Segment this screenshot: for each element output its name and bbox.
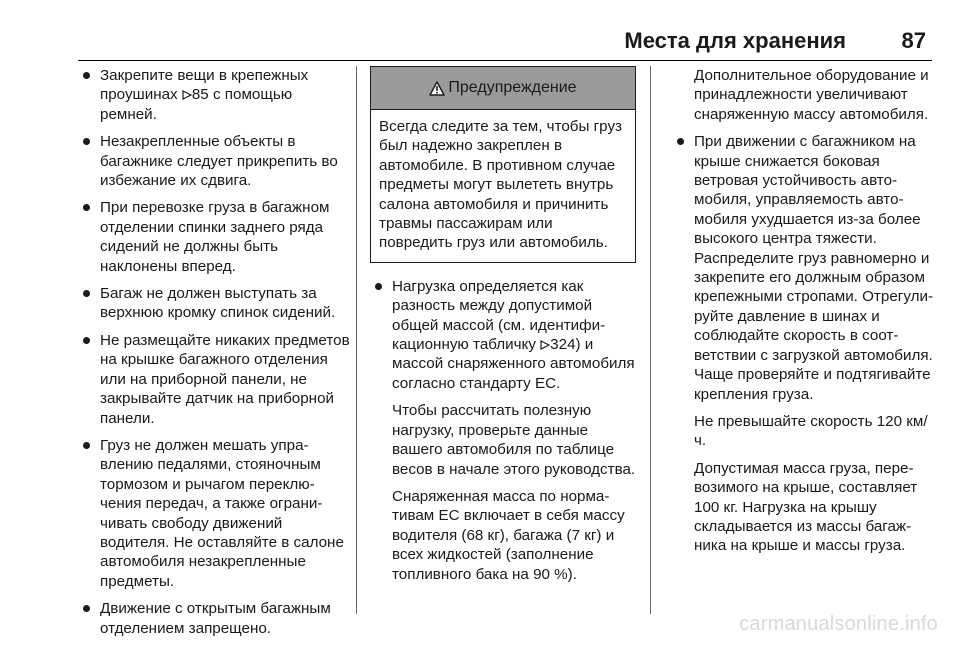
warning-text: Всегда следите за тем, чтобы груз был надежно закреплен в автомобиле. В противном случае предметы могут вылететь внутрь салона автомобиля и причинить травмы пассажирам или повредить груз или автомобиль. [379, 118, 623, 252]
watermark: carmanualsonline.info [739, 613, 938, 635]
list-item: Нагрузка определяется как разность между допустимой общей массой (см. идентификационную табличку 324) и массой снаряженного автомобиля согласно стандарту ЕС. [370, 277, 636, 393]
page-reference[interactable]: 85 [191, 86, 209, 104]
page-number: 87 [901, 28, 926, 53]
paragraph: Не превышайте скорость 120 км/ч. [694, 412, 928, 450]
middle-column [370, 66, 636, 592]
list-item: Не размещайте никаких предметов на крышке багажного отделения или на приборной панели, не закрывайте датчик на приборной панели. [78, 331, 350, 428]
list-item: Груз не должен мешать управлению педалями, стояночным тормозом и рычагом переключения передач, а также ограничивать свободу движений водителя. Не оставляйте в салоне автомобиля незакрепленные предметы. [78, 436, 350, 591]
list-item: Багаж не должен выступать за верхнюю кромку спинок сидений. [78, 284, 350, 323]
paragraph: Дополнительное оборудование и принадлежности увеличивают снаряженную массу автомобиля. [694, 67, 929, 123]
list-item: Незакрепленные объекты в багажнике следует прикрепить во избежание их сдвига. [78, 132, 350, 190]
bullet-list [672, 132, 934, 404]
paragraph: Снаряженная масса по нормативам ЕС включает в себя массу водителя (68 кг), багажа (7 кг) и всех жидкостей (заполнение топливного бака на 90 %). [392, 487, 625, 583]
paragraph: Чтобы рассчитать полезную нагрузку, проверьте данные вашего автомобиля по таблице весов в начале этого руководства. [392, 402, 636, 478]
bullet-list [78, 66, 350, 638]
warning-triangle-icon [429, 81, 445, 96]
column-divider [356, 66, 357, 614]
warning-title: Предупреждение [448, 79, 577, 97]
section-title: Места для хранения [624, 28, 846, 53]
page-reference-icon [182, 90, 192, 100]
paragraph: Допустимая масса груза, перевозимого на крыше, составляет 100 кг. Нагрузка на крышу складывается из массы багажника на крыше и массы груза. [694, 459, 918, 555]
list-item: Закрепите вещи в крепежных проушинах 85 с помощью ремней. [78, 66, 350, 124]
right-column [672, 66, 934, 564]
warning-header [371, 67, 635, 110]
page-reference[interactable]: 324 [550, 336, 576, 354]
list-item: При движении с багажником на крыше снижается боковая ветровая устойчивость автомобиля, управляемость автомобиля ухудшается из-за более высокого центра тяжести. Распределите груз равномерно и закрепите его должным образом крепежными стропами. Отрегулируйте давление в шинах и соблюдайте скорость в соответствии с загрузкой автомобиля. Чаще проверяйте и подтягивайте крепления груза. [672, 132, 934, 404]
page-reference-icon [540, 340, 550, 350]
list-item: При перевозке груза в багажном отделении спинки заднего ряда сидений не должны быть наклонены вперед. [78, 198, 350, 276]
column-divider [650, 66, 651, 614]
page-header [78, 26, 932, 61]
bullet-list [370, 277, 636, 393]
warning-box [370, 66, 636, 263]
left-column [78, 66, 350, 646]
list-item: Движение с открытым багажным отделением запрещено. [78, 599, 350, 638]
